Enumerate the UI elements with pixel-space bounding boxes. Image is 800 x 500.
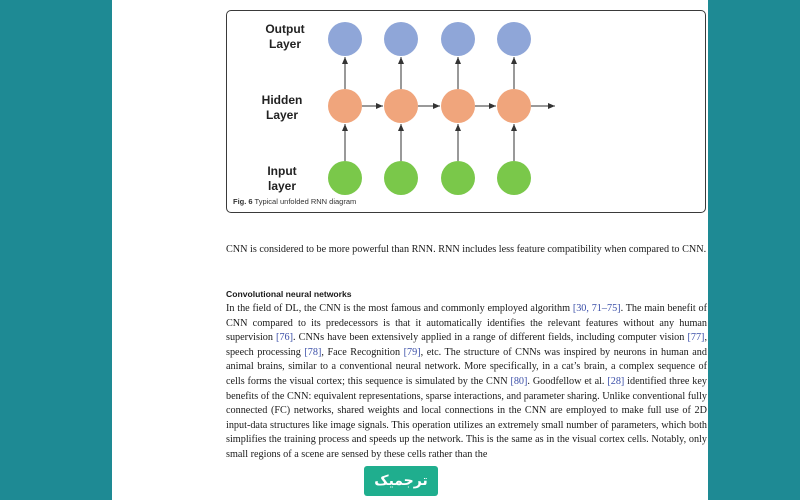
hidden-layer-label: [252, 93, 312, 123]
hidden-node: [497, 89, 531, 123]
text-segment: In the field of DL, the CNN is the most famous and commonly employed algorithm: [226, 303, 573, 314]
output-layer-label: [255, 22, 315, 52]
paragraph-2: [226, 302, 707, 463]
hidden-node: [328, 89, 362, 123]
text-segment: , speech processing: [226, 332, 707, 358]
citation-link[interactable]: [28]: [607, 375, 625, 387]
hidden-label-line2: Layer: [265, 108, 299, 122]
input-label-line2: layer: [267, 179, 297, 193]
input-node: [441, 161, 475, 195]
text-segment: . CNNs have been extensively applied in a range of different fields, including computer vision: [293, 332, 688, 344]
text-segment: identified three key benefits of the CNN: equivalent representations, sparse interactions, and parameter sharing. Unlike conventional fully connected (FC) networks, shared weights and local connections in the CNN are employed to make full use of 2D input-data structures like image signals. This operation utilizes an extremely small number of parameters, which both simplifies the training process and speeds up the network. This is the same as in the visual cortex cells. Notably, only small regions of a scene are sensed by these cells rather than the: [226, 375, 708, 460]
watermark-badge[interactable]: ترجمیک: [364, 466, 438, 496]
citation-link[interactable]: [79]: [403, 346, 421, 358]
hidden-label-line1: Hidden: [261, 93, 303, 107]
rnn-figure: [226, 10, 706, 213]
document-page: [112, 0, 708, 500]
citation-link[interactable]: [30, 71–75]: [572, 303, 621, 314]
output-node: [441, 22, 475, 56]
paragraph-1: CNN is considered to be more powerful than RNN. RNN includes less feature compatibility when compared to CNN.: [226, 244, 707, 255]
output-label-line2: Layer: [268, 37, 302, 51]
text-segment: , etc. The structure of CNNs was inspired by neurons in human and animal brains, similar to a conventional neural network. More specifically, in a cat’s brain, a complex sequence of cells forms the visual cortex; this sequence is simulated by the CNN: [226, 346, 707, 387]
output-node: [328, 22, 362, 56]
section-heading: Convolutional neural networks: [226, 289, 352, 299]
hidden-node: [441, 89, 475, 123]
text-segment: . Goodfellow et al.: [527, 375, 608, 387]
hidden-node: [384, 89, 418, 123]
input-node: [384, 161, 418, 195]
output-node: [497, 22, 531, 56]
output-label-line1: Output: [265, 22, 305, 36]
figure-caption-text: Typical unfolded RNN diagram: [254, 197, 357, 206]
figure-caption-label: Fig. 6: [233, 197, 253, 206]
output-node: [384, 22, 418, 56]
text-segment: . The main benefit of CNN compared to its predecessors is that it automatically identifies the relevant features without any human supervision: [226, 303, 707, 344]
citation-link[interactable]: [77]: [687, 332, 705, 344]
text-segment: , Face Recognition: [321, 346, 404, 358]
citation-link[interactable]: [78]: [304, 346, 322, 358]
input-layer-label: [252, 164, 312, 194]
input-node: [328, 161, 362, 195]
citation-link[interactable]: [80]: [510, 375, 528, 387]
figure-caption: [233, 197, 356, 206]
input-label-line1: Input: [267, 164, 297, 178]
input-node: [497, 161, 531, 195]
citation-link[interactable]: [76]: [276, 332, 294, 344]
